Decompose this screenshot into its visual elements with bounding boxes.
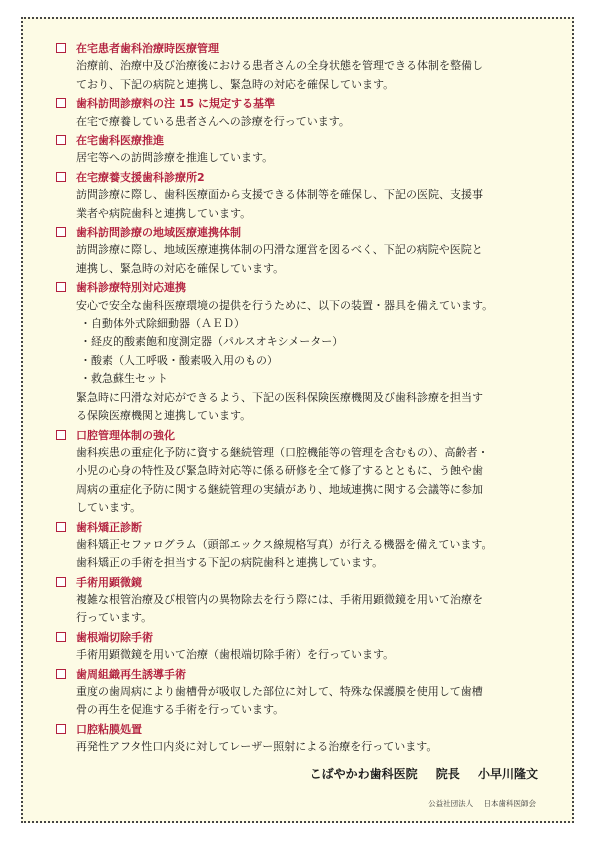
standard-item-title: 在宅歯科医療推進 [76,134,164,148]
standard-item [56,517,556,572]
standard-item [56,278,556,425]
footer-organization [428,798,536,809]
standard-item-description: 在宅で療養している患者さんへの診療を行っています。 [76,114,350,128]
standard-item-title: 歯科矯正診断 [76,520,142,534]
standard-item-description: 重度の歯周病により歯槽骨が吸収した部位に対して、特殊な保護膜を使用して歯槽 [76,685,483,699]
checkbox-icon [56,577,66,587]
clinic-signature [310,765,538,782]
standard-item-description: 治療前、治療中及び治療後における患者さんの全身状態を管理できる体制を整備し [76,59,483,73]
standard-item [56,131,556,168]
standard-item [56,425,556,517]
standard-item-title: 口腔管理体制の強化 [76,428,175,442]
standard-item-header [56,573,556,591]
equipment-list-item: ・経皮的酸素飽和度測定器（パルスオキシメーター） [80,335,344,349]
standard-item-header [56,665,556,683]
standard-item-header [56,39,556,57]
checkbox-icon [56,430,66,440]
director-role: 院長 [435,767,460,781]
standard-item [56,39,556,94]
standard-item-title: 在宅患者歯科治療時医療管理 [76,42,219,56]
standard-item-title: 手術用顕微鏡 [76,575,142,589]
standard-item-title: 在宅療養支援歯科診療所2 [76,170,205,184]
equipment-list-item: ・酸素（人工呼吸・酸素吸入用のもの） [80,353,278,367]
checkbox-icon [56,632,66,642]
standard-item-description: しています。 [76,501,142,515]
standard-item-description: 居宅等への訪問診療を推進しています。 [76,151,274,165]
standard-item-title: 歯科訪問診療料の注 15 に規定する基準 [76,97,275,111]
checkbox-icon [56,227,66,237]
checkbox-icon [56,43,66,53]
standard-item-description: 行っています。 [76,611,153,625]
standard-item-header [56,517,556,535]
standard-item-header [56,94,556,112]
standard-item-description: 再発性アフタ性口内炎に対してレーザー照射による治療を行っています。 [76,740,438,754]
standard-item-title: 口腔粘膜処置 [76,723,142,737]
standard-item-description: 小児の心身の特性及び緊急時対応等に係る研修を全て修了するとともに、う蝕や歯 [76,464,483,478]
standard-item-description: 歯科矯正の手術を担当する下記の病院歯科と連携しています。 [76,556,384,570]
clinic-name: こばやかわ歯科医院 [309,767,418,781]
org-type: 公益社団法人 [428,799,474,808]
equipment-list-item: ・救急蘇生セット [80,372,168,386]
standard-item-title: 歯周組織再生誘導手術 [76,667,186,681]
standard-item-description: 周病の重症化予防に関する継続管理の実績があり、地域連携に関する会議等に参加 [76,482,483,496]
facility-standards-list [56,39,556,757]
equipment-list-item: ・自動体外式除細動器（ＡＥＤ） [80,317,245,330]
standard-item-title: 歯根端切除手術 [76,631,153,645]
standard-item-description: 緊急時に円滑な対応ができるよう、下記の医科保険医療機関及び歯科診療を担当す [76,390,483,404]
standard-item-header [56,628,556,646]
standard-item-header [56,223,556,241]
org-name: 日本歯科医師会 [483,799,536,808]
checkbox-icon [56,282,66,292]
standard-item-description: 連携し、緊急時の対応を確保しています。 [76,261,285,275]
standard-item [56,720,556,757]
standard-item-description: 安心で安全な歯科医療環境の提供を行うために、以下の装置・器具を備えています。 [76,298,494,312]
standard-item [56,628,556,665]
standard-item-header [56,278,556,296]
standard-item-description: ており、下記の病院と連携し、緊急時の対応を確保しています。 [76,77,395,91]
checkbox-icon [56,724,66,734]
standard-item-description: 訪問診療に際し、地域医療連携体制の円滑な運営を図るべく、下記の病院や医院と [76,243,483,257]
standard-item-header [56,720,556,738]
checkbox-icon [56,98,66,108]
standard-item-header [56,425,556,443]
standard-item-description: 手術用顕微鏡を用いて治療（歯根端切除手術）を行っています。 [76,648,395,662]
checkbox-icon [56,522,66,532]
standard-item-title: 歯科診療特別対応連携 [76,281,186,295]
standard-item-description: る保険医療機関と連携しています。 [76,409,252,423]
standard-item-description: 歯科矯正セファログラム（頭部エックス線規格写真）が行える機器を備えています。 [76,537,493,551]
standard-item-header [56,131,556,149]
standard-item-description: 骨の再生を促進する手術を行っています。 [76,703,285,717]
checkbox-icon [56,172,66,182]
standard-item-description: 複雑な根管治療及び根管内の異物除去を行う際には、手術用顕微鏡を用いて治療を [76,593,483,607]
checkbox-icon [56,135,66,145]
checkbox-icon [56,669,66,679]
standard-item [56,168,556,223]
standard-item [56,573,556,628]
standard-item-description: 歯科疾患の重症化予防に資する継続管理（口腔機能等の管理を含むもの）、高齢者・ [76,445,489,459]
standard-item [56,665,556,720]
standard-item-header [56,168,556,186]
standard-item-description: 訪問診療に際し、歯科医療面から支援できる体制等を確保し、下記の医院、支援事 [76,188,483,202]
standard-item [56,223,556,278]
standard-item-title: 歯科訪問診療の地域医療連携体制 [76,226,241,240]
director-name: 小早川隆文 [477,767,538,781]
standard-item-description: 業者や病院歯科と連携しています。 [76,206,252,220]
standard-item [56,94,556,131]
